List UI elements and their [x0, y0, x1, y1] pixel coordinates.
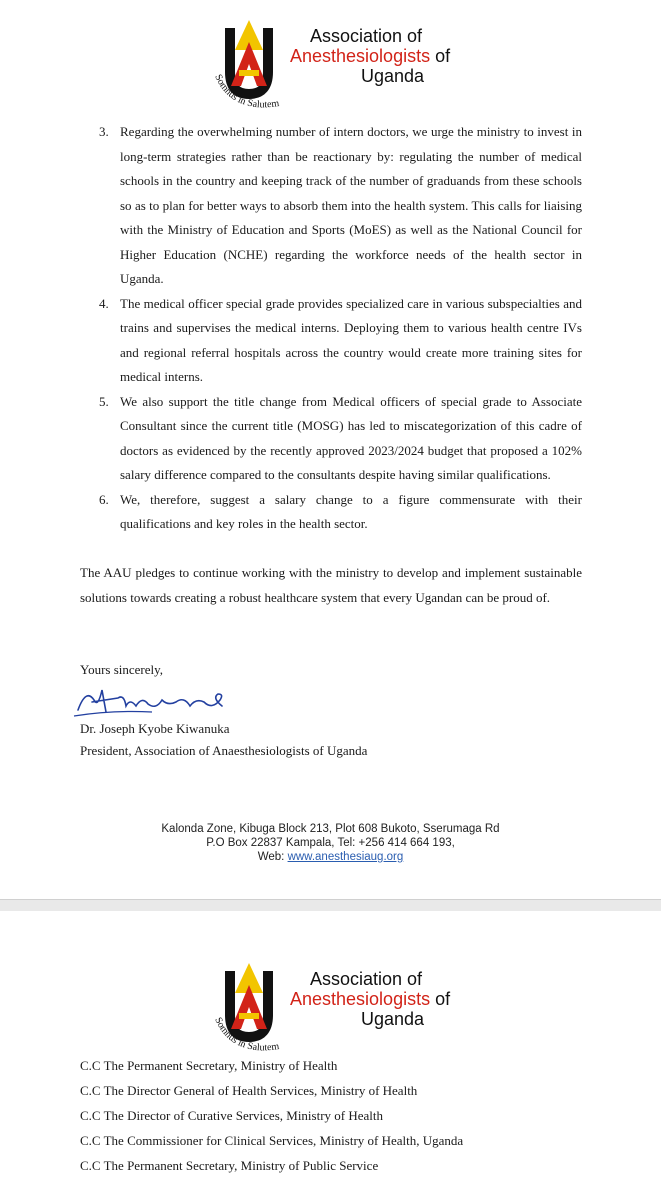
list-item-text: We, therefore, suggest a salary change to a figure commensurate with their qualifications and key roles in the health sector. — [120, 491, 582, 531]
list-item-text: The medical officer special grade provides specialized care in various subspecialties and trains and supervises the medical interns. Deploying them to various health centre IVs and regional referral hospitals across the country would create more training sites for medical interns. — [120, 295, 582, 384]
aau-logo — [203, 957, 293, 1057]
footer-address: Kalonda Zone, Kibuga Block 213, Plot 608 Bukoto, Sserumaga Rd — [161, 823, 500, 835]
footer-contact: P.O Box 22837 Kampala, Tel: +256 414 664 193, — [206, 837, 455, 849]
list-item-number: 5. — [99, 393, 109, 409]
org-name-line1: Association of — [310, 26, 423, 46]
org-name-line2-black: of — [435, 989, 451, 1009]
signer-title: President, Association of Anaesthesiologists of Uganda — [80, 743, 368, 758]
list-item-text: Regarding the overwhelming number of intern doctors, we urge the ministry to invest in long-term strategies rather than be reactionary by: regulating the number of medical schools in the country and keeping track of the number of graduands from these schools so as to plan for better ways to absorb them into the health system. This calls for liaising with the Ministry of Education and Sports (MoES) as well as the National Council for Higher Education (NCHE) regarding the workforce needs of the health sector in Uganda. — [120, 124, 582, 286]
footer-web-label: Web: — [257, 851, 285, 863]
org-name-line2-red: Anesthesiologists — [290, 989, 431, 1009]
signer-block — [80, 718, 367, 762]
cc-item: C.C The Permanent Secretary, Ministry of Health — [80, 1058, 338, 1073]
cc-item: C.C The Director of Curative Services, Ministry of Health — [80, 1108, 384, 1123]
list-item — [80, 120, 582, 292]
org-name-line3: Uganda — [361, 1009, 425, 1029]
motto-text: Somnus in Salutem — [212, 72, 280, 111]
letterhead-footer — [0, 822, 661, 864]
list-item-text: We also support the title change from Medical officers of special grade to Associate Consultant since the current title (MOSG) has led to miscategorization of this cadre of doctors as evidenced by the recently approved 2023/2024 budget that proposed a 102% salary difference compared to the consultants despite having similar qualifications. — [120, 393, 582, 482]
list-item — [80, 488, 582, 537]
org-name-line2-red: Anesthesiologists — [290, 46, 431, 66]
motto-text: Somnus in Salutem — [212, 1015, 280, 1054]
salutation-close: Yours sincerely, — [80, 662, 164, 677]
list-item-number: 3. — [99, 124, 109, 139]
list-item — [80, 390, 582, 488]
org-name — [290, 969, 450, 1029]
website-link[interactable]: www.anesthesiaug.org — [287, 851, 404, 863]
list-item-number: 6. — [99, 491, 109, 507]
closing-paragraph: The AAU pledges to continue working with the ministry to develop and implement sustainable solutions towards creating a robust healthcare system that every Ugandan can be proud of. — [80, 565, 582, 605]
org-name-line3: Uganda — [361, 66, 425, 86]
recommendation-list — [80, 120, 582, 537]
aau-logo — [203, 14, 293, 114]
list-item-number: 4. — [99, 295, 109, 311]
org-name-line2-black: of — [435, 46, 451, 66]
signer-name: Dr. Joseph Kyobe Kiwanuka — [80, 721, 230, 736]
org-name — [290, 26, 450, 86]
org-name-line1: Association of — [310, 969, 423, 989]
cc-item: C.C The Permanent Secretary, Ministry of Public Service — [80, 1158, 379, 1173]
cc-list — [80, 1057, 463, 1182]
cc-item: C.C The Director General of Health Services, Ministry of Health — [80, 1083, 418, 1098]
list-item — [80, 292, 582, 390]
cc-item: C.C The Commissioner for Clinical Services, Ministry of Health, Uganda — [80, 1133, 464, 1148]
